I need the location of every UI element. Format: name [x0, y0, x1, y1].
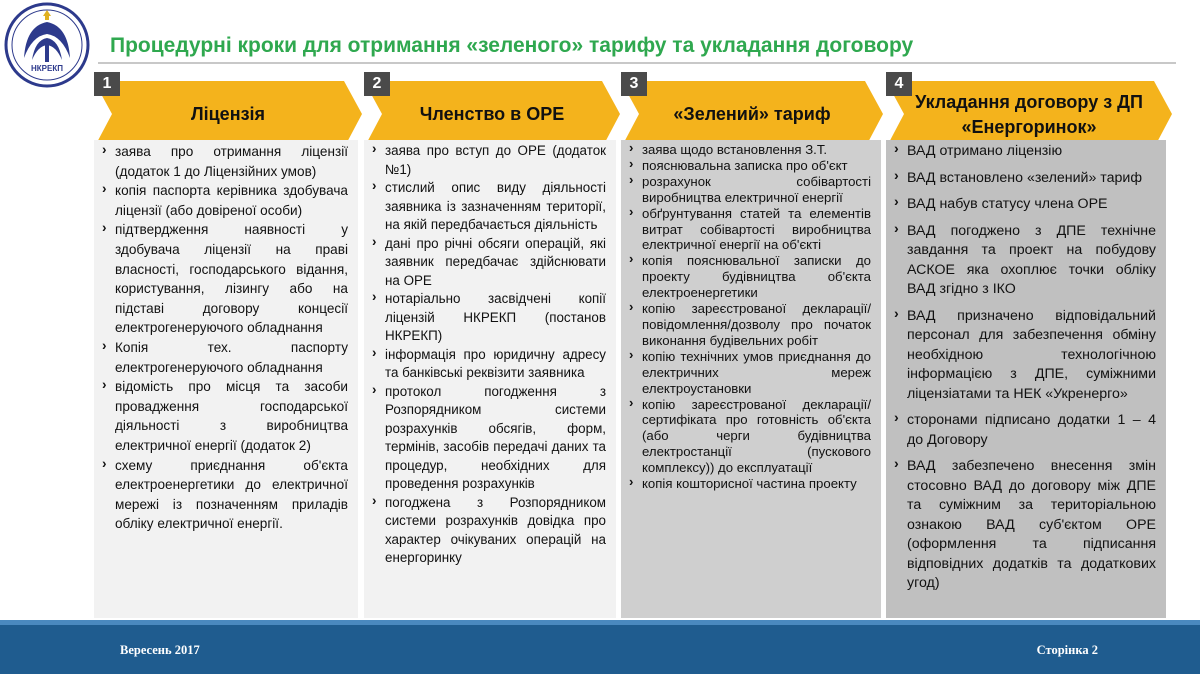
footer-bar — [0, 620, 1200, 674]
list-item: › заява про отримання ліцензії (додаток 1 до Ліцензійних умов) — [102, 142, 348, 181]
list-item: › копію технічних умов приєднання до електричних мереж електроустановки — [629, 349, 871, 397]
step-heading: Укладання договору з ДП «Енергоринок» — [915, 91, 1143, 137]
requirements-list — [102, 142, 348, 534]
list-item: › заява про вступ до ОРЕ (додаток №1) — [372, 142, 606, 179]
list-item: › обґрунтування статей та елементів витрат собівартості виробництва електричної енергії на об'єкті — [629, 206, 871, 254]
requirements-list — [372, 142, 606, 568]
title-divider — [98, 62, 1176, 64]
list-item: › ВАД отримано ліцензію — [894, 142, 1156, 162]
list-item: › копія пояснювальної записки до проекту будівництва об'єкта електроенергетики — [629, 253, 871, 301]
list-item: › ВАД встановлено «зелений» тариф — [894, 169, 1156, 189]
list-item: › копію зареєстрованої декларації/повідомлення/дозволу про початок виконання будівельних робіт — [629, 301, 871, 349]
list-item: › відомість про місця та засоби провадження господарської діяльності з виробництва електричної енергії (додаток 2) — [102, 377, 348, 455]
footer-date: Вересень 2017 — [120, 643, 200, 657]
list-item: › ВАД набув статусу члена ОРЕ — [894, 195, 1156, 215]
step-heading: «Зелений» тариф — [673, 104, 831, 124]
list-item: › схему приєднання об'єкта електроенергетики до електричної мережі із позначенням приладів обліку електричної енергії. — [102, 456, 348, 534]
list-item: › пояснювальна записка про об'єкт — [629, 158, 871, 174]
step-number: 4 — [886, 72, 912, 96]
list-item: › інформація про юридичну адресу та банківські реквізити заявника — [372, 346, 606, 383]
step-3-requirements — [621, 140, 881, 618]
step-heading: Членство в ОРЕ — [419, 104, 565, 124]
page-title: Процедурні кроки для отримання «зеленого» тарифу та укладання договору — [110, 34, 914, 57]
list-item: › стислий опис виду діяльності заявника із зазначенням території, на якій передбачається діяльність — [372, 179, 606, 235]
step-number: 2 — [364, 72, 390, 96]
list-item: › копія паспорта керівника здобувача ліцензії (або довіреної особи) — [102, 181, 348, 220]
list-item: › копія кошторисної частина проекту — [629, 476, 871, 492]
list-item: › копію зареєстрованої декларації/сертифіката про готовність об'єкта (або черги будівництва електростанції (пускового комплексу)) до експлуатації — [629, 397, 871, 477]
footer-stripe — [0, 620, 1200, 625]
list-item: › підтвердження наявності у здобувача ліцензії на праві власності, господарського відання, користування, лізингу або на підставі договору концесії електрогенеруючого обладнання — [102, 220, 348, 338]
list-item: › ВАД призначено відповідальний персонал для забезпечення обміну необхідною технологічною інформацією з ДПЕ, суміжними ліцензіатами та НЕК «Укренерго» — [894, 307, 1156, 405]
list-item: › розрахунок собівартості виробництва електричної енергії — [629, 174, 871, 206]
step-heading: Ліцензія — [190, 104, 266, 124]
requirements-list — [629, 142, 871, 492]
step-4-requirements — [886, 140, 1166, 618]
list-item: › сторонами підписано додатки 1 – 4 до Договору — [894, 411, 1156, 450]
step-1-requirements — [94, 140, 358, 618]
nkrekp-logo — [2, 2, 92, 88]
list-item: › дані про річні обсяги операцій, які заявник передбачає здійснювати на ОРЕ — [372, 235, 606, 291]
list-item: › протокол погодження з Розпорядником системи розрахунків обсягів, форм, термінів, засобів передачі даних та процедур, необхідних для проведення розрахунків — [372, 383, 606, 494]
requirements-list — [894, 142, 1156, 594]
list-item: › заява щодо встановлення З.Т. — [629, 142, 871, 158]
list-item: › нотаріально засвідчені копії ліцензій НКРЕКП (постанов НКРЕКП) — [372, 290, 606, 346]
list-item: › ВАД погоджено з ДПЕ технічне завдання та проект на побудову АСКОЕ яка охоплює точки обліку ВАД згідно з ІКО — [894, 222, 1156, 300]
step-number: 3 — [621, 72, 647, 96]
list-item: › погоджена з Розпорядником системи розрахунків довідка про характер очікуваних операцій на енергоринку — [372, 494, 606, 568]
list-item: › Копія тех. паспорту електрогенеруючого обладнання — [102, 338, 348, 377]
list-item: › ВАД забезпечено внесення змін стосовно ВАД до договору між ДПЕ та суміжним за територіальною ознакою ВАД суб'єктом ОРЕ (оформлення та підписання відповідних додатків та додаткових угод) — [894, 457, 1156, 594]
svg-text:НКРЕКП: НКРЕКП — [31, 64, 63, 73]
step-2-requirements — [364, 140, 616, 618]
footer-page-number: Сторінка 2 — [1036, 643, 1098, 657]
step-number: 1 — [94, 72, 120, 96]
